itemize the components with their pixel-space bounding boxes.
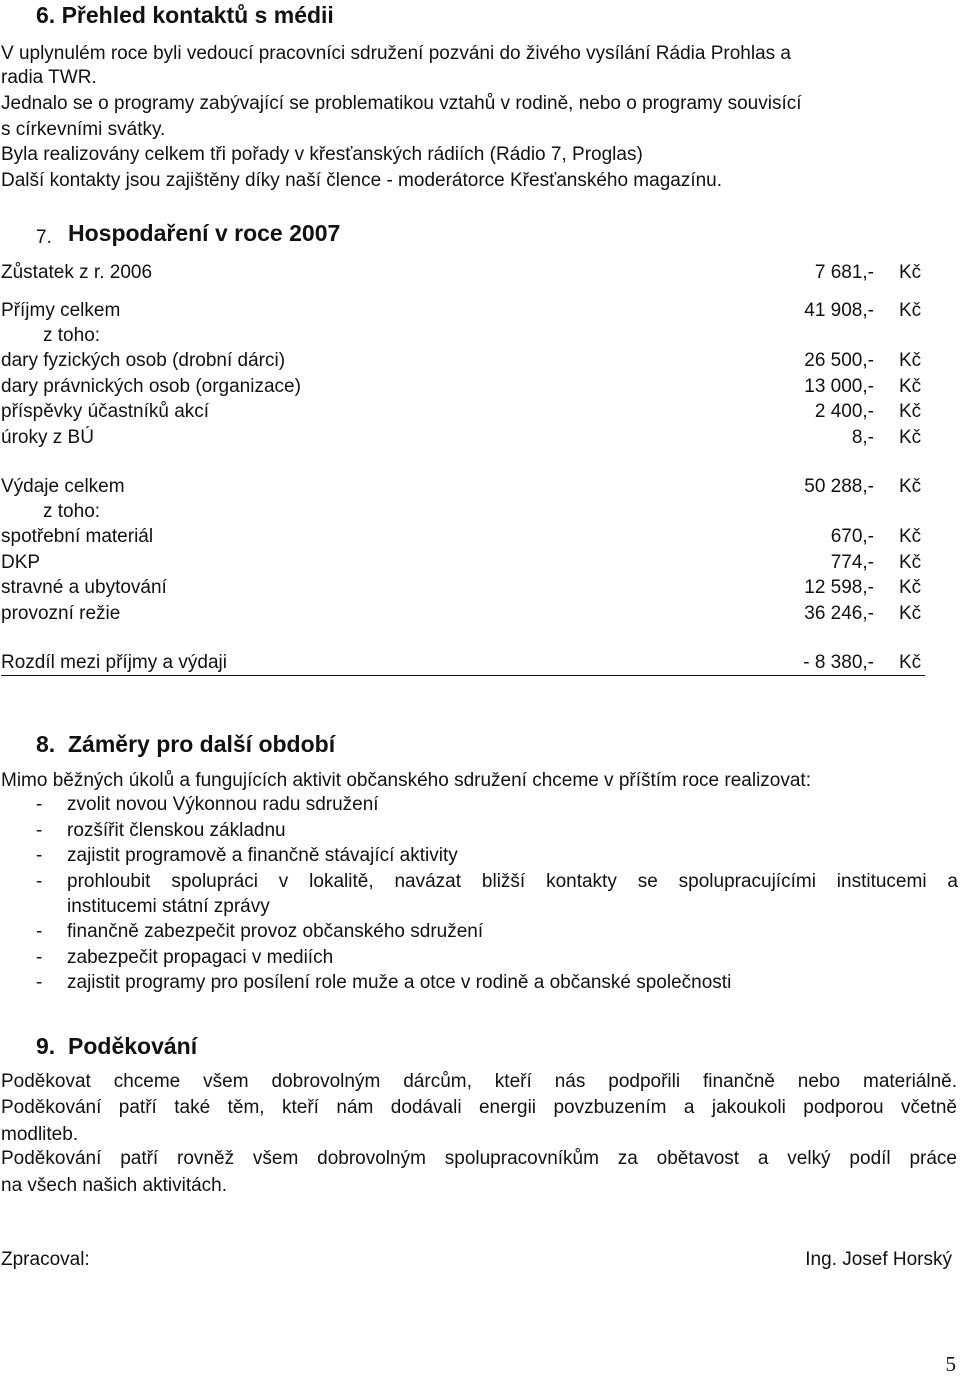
expense-total-label: Výdaje celkem bbox=[1, 476, 125, 497]
section-9-number: 9. bbox=[36, 1033, 56, 1059]
difference-underline bbox=[1, 675, 925, 676]
section-7-number: 7. bbox=[36, 227, 52, 248]
difference-label: Rozdíl mezi příjmy a výdaji bbox=[1, 652, 227, 673]
expense-item-amount: 36 246,- bbox=[804, 603, 874, 624]
of-which-label: z toho: bbox=[43, 501, 101, 522]
author-name: Ing. Josef Horský bbox=[805, 1249, 952, 1270]
income-item-amount: 8,- bbox=[851, 427, 874, 448]
bullet-mark: - bbox=[36, 947, 43, 968]
prepared-by-label: Zpracoval: bbox=[1, 1249, 90, 1270]
difference-amount: - 8 380,- bbox=[803, 652, 874, 673]
page-number: 5 bbox=[945, 1352, 956, 1376]
list-item: rozšířit členskou základnu bbox=[67, 820, 286, 841]
bullet-mark: - bbox=[36, 972, 43, 993]
list-item: zajistit programy pro posílení role muže a otce v rodině a občanské společnosti bbox=[67, 972, 732, 993]
income-item-label: dary právnických osob (organizace) bbox=[1, 376, 301, 397]
currency: Kč bbox=[899, 577, 922, 598]
currency: Kč bbox=[899, 350, 922, 371]
income-total-label: Příjmy celkem bbox=[1, 300, 121, 321]
income-item-label: úroky z BÚ bbox=[1, 427, 94, 448]
section-6-line: Byla realizovány celkem tři pořady v křesťanských rádiích (Rádio 7, Proglas) bbox=[1, 144, 643, 165]
expense-item-label: spotřební materiál bbox=[1, 526, 154, 547]
expense-total-amount: 50 288,- bbox=[804, 476, 874, 497]
bullet-mark: - bbox=[36, 871, 43, 892]
section-9-heading: Poděkování bbox=[68, 1033, 198, 1059]
bullet-mark: - bbox=[36, 845, 43, 866]
income-item-amount: 13 000,- bbox=[804, 376, 874, 397]
currency: Kč bbox=[899, 652, 922, 673]
thanks-line: Poděkování patří také těm, kteří nám dodávali energii povzbuzením a jakoukoli podporou včetně bbox=[1, 1097, 957, 1118]
thanks-line: Poděkování patří rovněž všem dobrovolným spolupracovníkům za obětavost a velký podíl práce bbox=[1, 1148, 957, 1169]
currency: Kč bbox=[899, 300, 922, 321]
expense-item-label: stravné a ubytování bbox=[1, 577, 167, 598]
section-8-number: 8. bbox=[36, 731, 56, 757]
expense-item-amount: 774,- bbox=[830, 552, 874, 573]
section-8-intro: Mimo běžných úkolů a fungujících aktivit občanského sdružení chceme v příštím roce realizovat: bbox=[1, 770, 811, 791]
currency: Kč bbox=[899, 262, 922, 283]
expense-item-label: DKP bbox=[1, 552, 41, 573]
income-item-label: příspěvky účastníků akcí bbox=[1, 401, 210, 422]
section-8-heading: Záměry pro další období bbox=[68, 731, 336, 757]
section-6-line: radia TWR. bbox=[1, 67, 97, 88]
expense-item-amount: 12 598,- bbox=[804, 577, 874, 598]
list-item: prohloubit spolupráci v lokalitě, navázat bližší kontakty se spolupracujícími institucemi a bbox=[67, 871, 958, 892]
bullet-mark: - bbox=[36, 820, 43, 841]
income-item-amount: 26 500,- bbox=[804, 350, 874, 371]
list-item: zabezpečit propagaci v mediích bbox=[67, 947, 334, 968]
balance-amount: 7 681,- bbox=[814, 262, 874, 283]
list-item: finančně zabezpečit provoz občanského sdružení bbox=[67, 921, 484, 942]
of-which-label: z toho: bbox=[43, 325, 101, 346]
bullet-mark: - bbox=[36, 921, 43, 942]
list-item: zajistit programově a finančně stávající aktivity bbox=[67, 845, 458, 866]
currency: Kč bbox=[899, 376, 922, 397]
balance-label: Zůstatek z r. 2006 bbox=[1, 262, 153, 283]
thanks-line: na všech našich aktivitách. bbox=[1, 1175, 228, 1196]
section-6-line: s církevními svátky. bbox=[1, 119, 166, 140]
currency: Kč bbox=[899, 427, 922, 448]
currency: Kč bbox=[899, 526, 922, 547]
expense-item-label: provozní režie bbox=[1, 603, 121, 624]
income-item-amount: 2 400,- bbox=[814, 401, 874, 422]
thanks-line: modliteb. bbox=[1, 1124, 79, 1145]
currency: Kč bbox=[899, 552, 922, 573]
currency: Kč bbox=[899, 476, 922, 497]
currency: Kč bbox=[899, 603, 922, 624]
section-6-line: Další kontakty jsou zajištěny díky naší člence - moderátorce Křesťanského magazínu. bbox=[1, 170, 723, 191]
currency: Kč bbox=[899, 401, 922, 422]
income-item-label: dary fyzických osob (drobní dárci) bbox=[1, 350, 286, 371]
bullet-mark: - bbox=[36, 794, 43, 815]
section-6-line: V uplynulém roce byli vedoucí pracovníci sdružení pozváni do živého vysílání Rádia Prohlas a bbox=[1, 43, 791, 64]
section-6-heading: 6. Přehled kontaktů s médii bbox=[36, 2, 334, 28]
income-total-amount: 41 908,- bbox=[804, 300, 874, 321]
section-6-line: Jednalo se o programy zabývající se problematikou vztahů v rodině, nebo o programy souvisící bbox=[1, 93, 802, 114]
thanks-line: Poděkovat chceme všem dobrovolným dárcům, kteří nás podpořili finančně nebo materiálně. bbox=[1, 1071, 957, 1092]
list-item-continuation: institucemi státní zprávy bbox=[67, 896, 270, 917]
list-item: zvolit novou Výkonnou radu sdružení bbox=[67, 794, 379, 815]
expense-item-amount: 670,- bbox=[830, 526, 874, 547]
section-7-heading: Hospodaření v roce 2007 bbox=[68, 220, 341, 246]
